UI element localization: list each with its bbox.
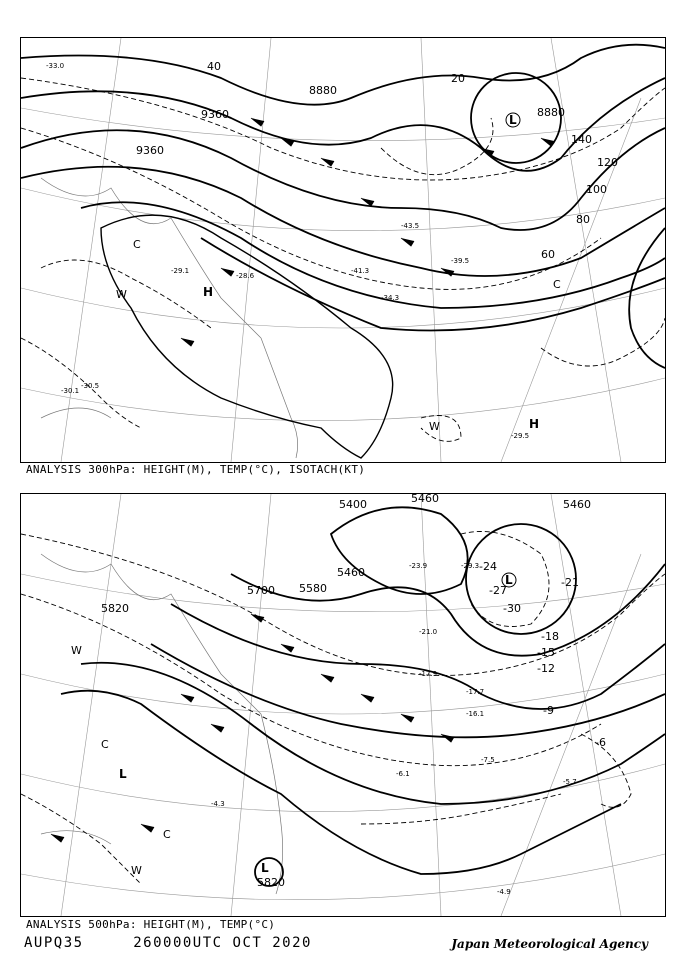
isotach-label: 140: [571, 133, 592, 146]
isotherm-label: -15: [537, 646, 555, 659]
isotherm-label: -21: [561, 576, 579, 589]
wind-barbs-500: [51, 614, 454, 842]
high-pressure-center: H: [203, 285, 214, 299]
station-marker: W: [429, 420, 440, 433]
high-pressure-center: H: [529, 417, 540, 431]
temp-value: -4.3: [211, 800, 225, 808]
isotherm-label: -6: [595, 736, 606, 749]
isotherm-label: -24: [479, 560, 497, 573]
isotherm-label: -9: [543, 704, 554, 717]
temp-value: -21.0: [419, 628, 438, 636]
isotherm-label: -18: [541, 630, 559, 643]
station-marker: C: [163, 828, 171, 841]
product-header: [24, 935, 312, 951]
isotherm-label: -27: [489, 584, 507, 597]
station-marker: C: [101, 738, 109, 751]
chart-300hpa-map: [21, 38, 665, 462]
temp-value: -17.7: [466, 688, 485, 696]
height-label: 8880: [309, 84, 337, 97]
temp-value: -4.9: [497, 888, 511, 896]
temp-value: -7.5: [481, 756, 495, 764]
chart-300hpa: [20, 37, 666, 463]
caption-300hpa: ANALYSIS 300hPa: HEIGHT(M), TEMP(°C), ISOTACH(KT): [26, 463, 366, 476]
temp-value: -29.3: [461, 562, 480, 570]
temp-value: -16.1: [466, 710, 485, 718]
low-pressure-center: L: [119, 767, 127, 781]
labels-300: [46, 60, 618, 440]
temp-value: -6.1: [396, 770, 410, 778]
station-marker: C: [553, 278, 561, 291]
isotach-label: 60: [541, 248, 555, 261]
low-pressure-center: L: [261, 861, 269, 875]
height-label: 5400: [339, 498, 367, 511]
temp-label: -30.1: [61, 387, 80, 395]
product-code: AUPQ35: [24, 935, 84, 951]
isotach-20kt-region: [101, 215, 393, 458]
station-marker: W: [131, 864, 142, 877]
height-label: 5460: [411, 494, 439, 505]
wind-barbs-300: [181, 118, 554, 346]
height-contours-300: [21, 45, 665, 368]
height-label: 5820: [101, 602, 129, 615]
isotherm-label: -12: [537, 662, 555, 675]
isotach-label: 40: [207, 60, 221, 73]
isotherm-label: -30: [503, 602, 521, 615]
height-label: 9360: [201, 108, 229, 121]
chart-500hpa-map: [21, 494, 665, 916]
temp-label: -41.3: [351, 267, 370, 275]
coastlines-300: [41, 178, 298, 458]
temp-value: -5.7: [563, 778, 577, 786]
low-pressure-center: L: [505, 573, 513, 587]
caption-500hpa: ANALYSIS 500hPa: HEIGHT(M), TEMP(°C): [26, 918, 276, 931]
station-marker: C: [133, 238, 141, 251]
height-label: 5700: [247, 584, 275, 597]
temp-label: -30.5: [81, 382, 100, 390]
height-label: 5580: [299, 582, 327, 595]
temp-label: -34.3: [381, 294, 400, 302]
height-label: 5820: [257, 876, 285, 889]
isotach-label: 80: [576, 213, 590, 226]
low-pressure-center: L: [509, 113, 517, 127]
temp-label: -33.0: [46, 62, 65, 70]
height-label: 5460: [563, 498, 591, 511]
temp-label: -29.5: [511, 432, 530, 440]
height-label: 5460: [337, 566, 365, 579]
temp-label: -39.5: [451, 257, 470, 265]
temp-label: -28.6: [236, 272, 255, 280]
temp-value: -17.9: [419, 670, 438, 678]
isotach-label: 100: [586, 183, 607, 196]
temp-label: -43.5: [401, 222, 420, 230]
isotach-label: 120: [597, 156, 618, 169]
temp-value: -23.9: [409, 562, 428, 570]
agency-name: Japan Meteorological Agency: [451, 937, 648, 951]
temp-label: -29.1: [171, 267, 190, 275]
valid-datetime: 260000UTC OCT 2020: [133, 935, 312, 951]
station-marker: W: [71, 644, 82, 657]
height-label: 8880: [537, 106, 565, 119]
height-label: 9360: [136, 144, 164, 157]
coastlines-500: [41, 554, 283, 894]
station-marker: W: [116, 288, 127, 301]
isotachs-300: [21, 78, 665, 441]
isotach-label: 20: [451, 72, 465, 85]
chart-500hpa: [20, 493, 666, 917]
